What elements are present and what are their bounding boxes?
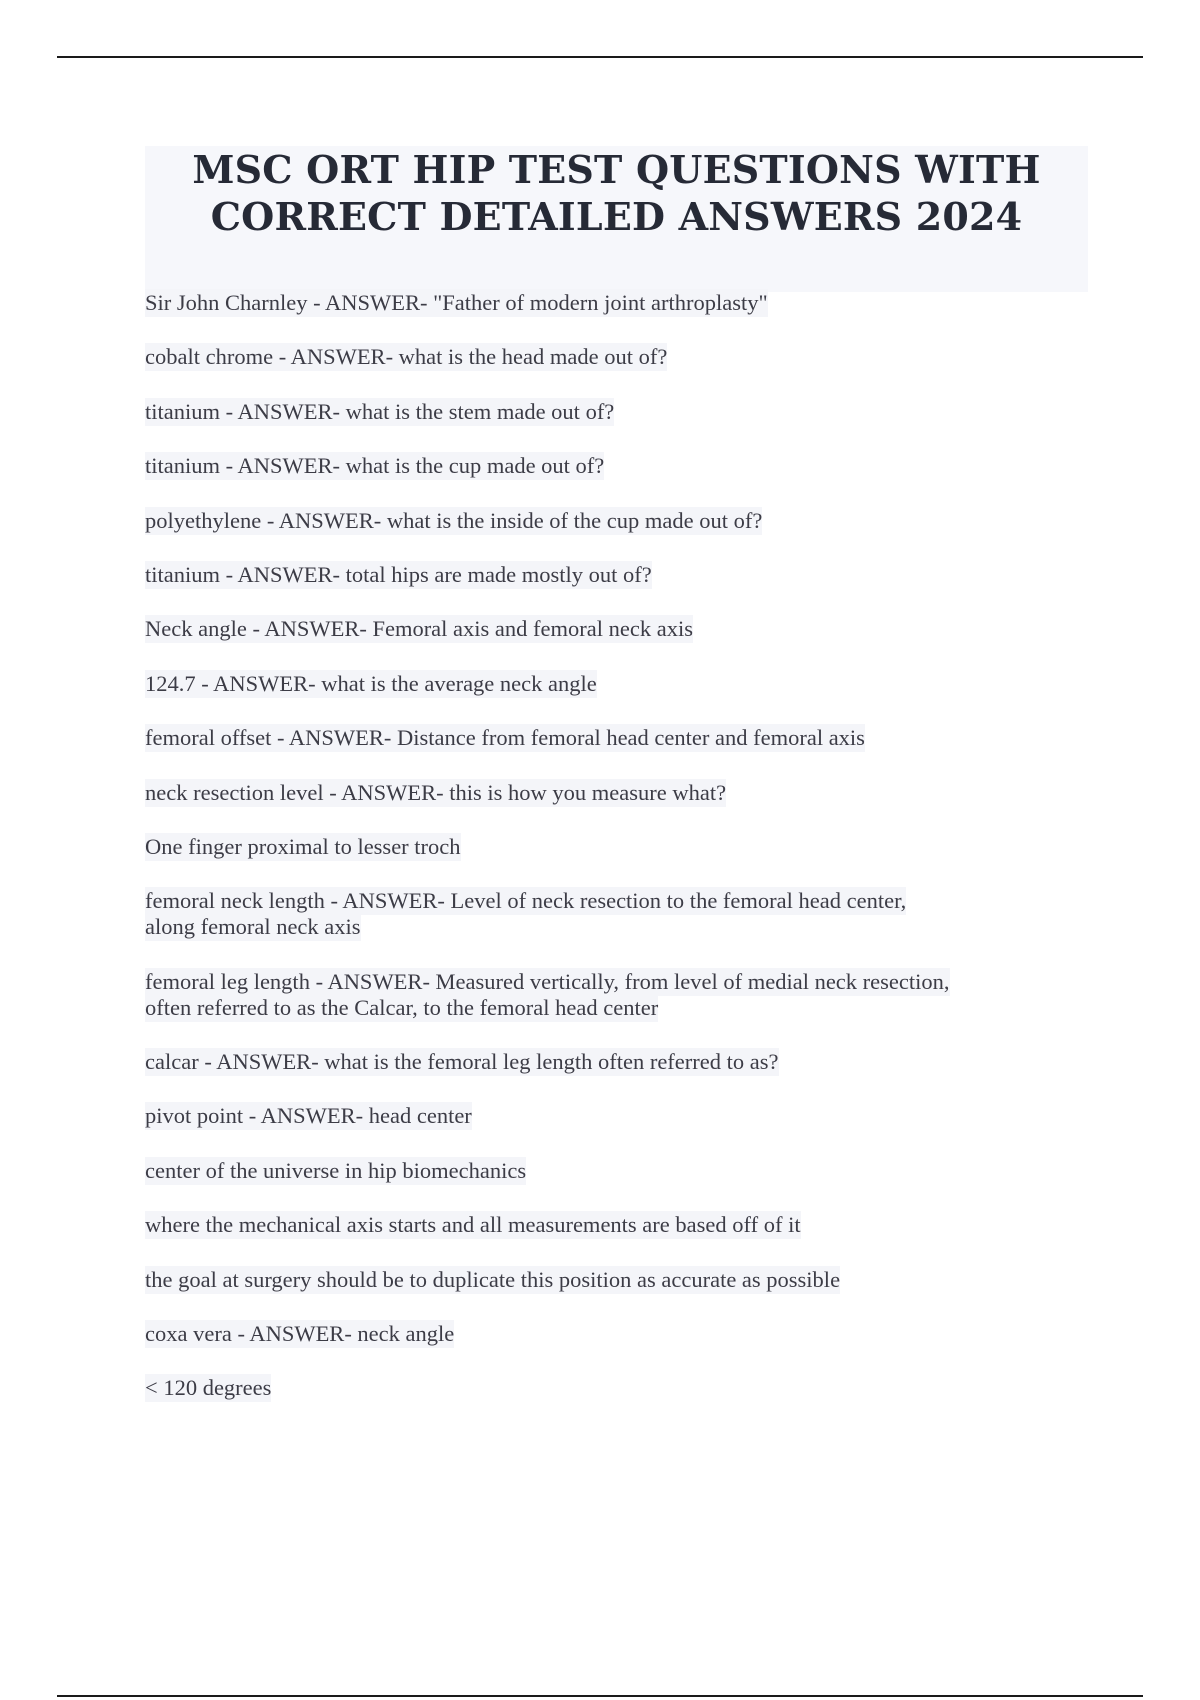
qa-entry — [145, 1049, 1100, 1075]
qa-entry-text: titanium - ANSWER- what is the stem made out of? — [145, 398, 615, 424]
qa-entry-text: Neck angle - ANSWER- Femoral axis and femoral neck axis — [145, 616, 693, 642]
qa-entry-text: 124.7 - ANSWER- what is the average neck angle — [145, 670, 597, 696]
qa-entry-text: coxa vera - ANSWER- neck angle — [145, 1321, 455, 1347]
qa-entry-text: cobalt chrome - ANSWER- what is the head made out of? — [145, 344, 668, 370]
qa-entry — [145, 399, 1100, 425]
qa-entry-text: polyethylene - ANSWER- what is the inside of the cup made out of? — [145, 507, 763, 533]
qa-entry-text: calcar - ANSWER- what is the femoral leg length often referred to as? — [145, 1049, 779, 1075]
qa-entry-text: neck resection level - ANSWER- this is how you measure what? — [145, 779, 727, 805]
bottom-rule — [57, 1695, 1143, 1697]
qa-entry — [145, 344, 1100, 370]
qa-entry-text: titanium - ANSWER- what is the cup made out of? — [145, 453, 605, 479]
qa-entry — [145, 562, 1100, 588]
qa-entry — [145, 1103, 1100, 1129]
qa-entry — [145, 888, 1100, 940]
top-rule — [57, 56, 1143, 58]
qa-entry-text: One finger proximal to lesser troch — [145, 833, 461, 859]
qa-entry — [145, 453, 1100, 479]
qa-entry-text: the goal at surgery should be to duplicate this position as accurate as possible — [145, 1266, 841, 1292]
title-block — [145, 146, 1088, 292]
qa-entry — [145, 834, 1100, 860]
page-title: MSC ORT HIP TEST QUESTIONS WITH CORRECT DETAILED ANSWERS 2024 — [192, 147, 1041, 239]
qa-entry — [145, 671, 1100, 697]
qa-entry — [145, 616, 1100, 642]
qa-entry — [145, 1375, 1100, 1401]
qa-list — [145, 290, 1100, 1430]
qa-entry — [145, 508, 1100, 534]
qa-entry-text: where the mechanical axis starts and all measurements are based off of it — [145, 1212, 801, 1238]
qa-entry — [145, 290, 1100, 316]
qa-entry-text: pivot point - ANSWER- head center — [145, 1103, 472, 1129]
qa-entry — [145, 725, 1100, 751]
qa-entry-text: femoral neck length - ANSWER- Level of neck resection to the femoral head center, along femoral neck axis — [145, 888, 907, 940]
qa-entry — [145, 1158, 1100, 1184]
qa-entry-text: femoral leg length - ANSWER- Measured vertically, from level of medial neck resection, often referred to as the Calcar, to the femoral head center — [145, 968, 950, 1020]
qa-entry-text: titanium - ANSWER- total hips are made mostly out of? — [145, 561, 652, 587]
qa-entry-text: Sir John Charnley - ANSWER- "Father of modern joint arthroplasty" — [145, 290, 768, 315]
qa-entry — [145, 1212, 1100, 1238]
qa-entry-text: < 120 degrees — [145, 1375, 272, 1401]
qa-entry — [145, 780, 1100, 806]
qa-entry — [145, 1267, 1100, 1293]
qa-entry-text: femoral offset - ANSWER- Distance from femoral head center and femoral axis — [145, 725, 865, 751]
qa-entry — [145, 969, 1100, 1021]
qa-entry-text: center of the universe in hip biomechanics — [145, 1157, 527, 1183]
qa-entry — [145, 1321, 1100, 1347]
